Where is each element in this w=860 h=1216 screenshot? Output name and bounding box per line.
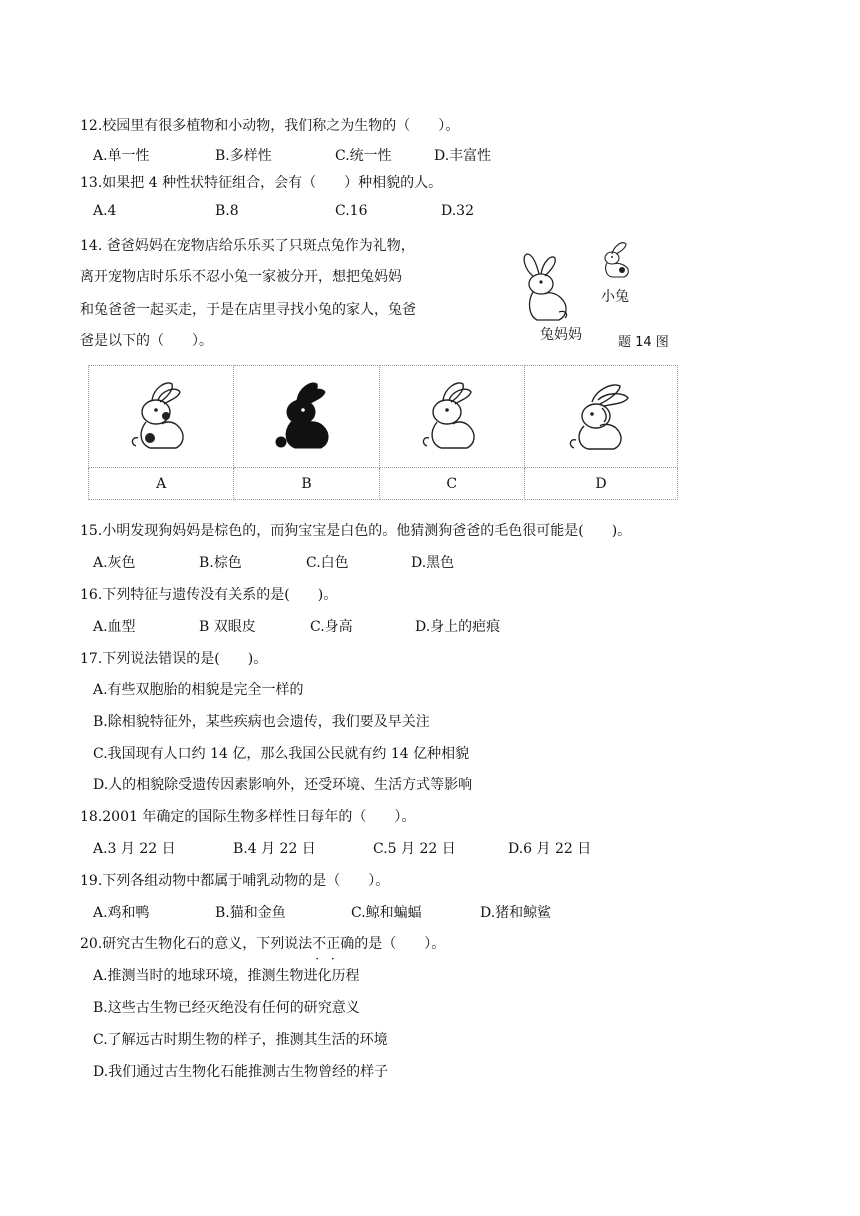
rabbit-choices-table	[88, 365, 678, 500]
q19-option-b: B.猫和金鱼	[215, 905, 286, 921]
q20-option-b: B.这些古生物已经灭绝没有任何的研究意义	[93, 1000, 360, 1016]
question-14-line-4: 爸是以下的（ ）。	[80, 333, 213, 349]
choice-d-label: D	[524, 468, 677, 500]
q15-option-a: A.灰色	[93, 555, 136, 571]
q17-option-d: D.人的相貌除受遗传因素影响外，还受环境、生活方式等影响	[93, 777, 473, 793]
question-12-stem: 12.校园里有很多植物和小动物，我们称之为生物的（ ）。	[80, 118, 460, 134]
q16-option-d: D.身上的疤痕	[415, 619, 501, 635]
q19-option-c: C.鲸和蝙蝠	[351, 905, 422, 921]
q12-option-d: D.丰富性	[434, 148, 492, 164]
q13-option-d: D.32	[441, 203, 474, 219]
q20-stem-post: 的是（ ）。	[354, 936, 446, 952]
q18-option-c: C.5 月 22 日	[373, 841, 456, 857]
q12-option-c: C.统一性	[335, 148, 392, 164]
q19-option-a: A.鸡和鸭	[93, 905, 150, 921]
choice-b-label: B	[234, 468, 379, 500]
choice-d-image-cell	[524, 366, 677, 468]
q20-option-a: A.推测当时的地球环境，推测生物进化历程	[93, 968, 360, 984]
baby-rabbit-label: 小兔	[601, 289, 629, 305]
rabbit-b-image	[269, 378, 343, 452]
mother-rabbit-image	[515, 252, 575, 324]
q17-option-b: B.除相貌特征外，某些疾病也会遗传，我们要及早关注	[93, 714, 430, 730]
question-16-stem: 16.下列特征与遗传没有关系的是( )。	[80, 587, 338, 603]
q16-option-b: B 双眼皮	[199, 619, 256, 635]
q20-option-c: C.了解远古时期生物的样子，推测其生活的环境	[93, 1032, 388, 1048]
choice-c-image-cell	[379, 366, 524, 468]
q20-option-d: D.我们通过古生物化石能推测古生物曾经的样子	[93, 1064, 389, 1080]
choice-a-label: A	[89, 468, 234, 500]
rabbit-c-image	[415, 378, 489, 452]
q13-option-b: B.8	[215, 203, 239, 219]
question-17-stem: 17.下列说法错误的是( )。	[80, 651, 268, 667]
rabbit-d-image	[562, 378, 640, 452]
question-14-line-3: 和兔爸爸一起买走，于是在店里寻找小兔的家人，兔爸	[80, 302, 416, 318]
q16-option-a: A.血型	[93, 619, 136, 635]
q19-option-d: D.猪和鲸鲨	[480, 905, 552, 921]
baby-rabbit-image	[598, 240, 634, 280]
q18-option-d: D.6 月 22 日	[508, 841, 592, 857]
question-19-stem: 19.下列各组动物中都属于哺乳动物的是（ ）。	[80, 873, 390, 889]
q20-stem-emphasis: 不正确 · ·	[312, 936, 354, 952]
mother-rabbit-label: 兔妈妈	[540, 327, 582, 343]
rabbit-a-image	[124, 378, 198, 452]
figure-14-caption: 题 14 图	[618, 335, 669, 350]
q15-option-b: B.棕色	[199, 555, 242, 571]
q20-stem-pre: 20.研究古生物化石的意义，下列说法	[80, 936, 313, 952]
question-14-line-1: 14. 爸爸妈妈在宠物店给乐乐买了只斑点兔作为礼物，	[80, 238, 415, 254]
q15-option-c: C.白色	[306, 555, 349, 571]
question-15-stem: 15.小明发现狗妈妈是棕色的，而狗宝宝是白色的。他猜测狗爸爸的毛色很可能是( )。	[80, 523, 632, 539]
q17-option-c: C.我国现有人口约 14 亿，那么我国公民就有约 14 亿种相貌	[93, 746, 470, 762]
q16-option-c: C.身高	[310, 619, 353, 635]
q15-option-d: D.黑色	[411, 555, 455, 571]
question-18-stem: 18.2001 年确定的国际生物多样性日每年的（ ）。	[80, 809, 416, 825]
q18-option-b: B.4 月 22 日	[233, 841, 316, 857]
q13-option-c: C.16	[335, 203, 368, 219]
q12-option-b: B.多样性	[215, 148, 272, 164]
q13-option-a: A.4	[93, 203, 117, 219]
question-14-line-2: 离开宠物店时乐乐不忍小兔一家被分开，想把兔妈妈	[80, 269, 402, 285]
choice-a-image-cell	[89, 366, 234, 468]
question-20-stem	[80, 934, 445, 954]
q17-option-a: A.有些双胞胎的相貌是完全一样的	[93, 682, 304, 698]
choice-c-label: C	[379, 468, 524, 500]
question-13-stem: 13.如果把 4 种性状特征组合，会有（ ）种相貌的人。	[80, 175, 443, 191]
choice-b-image-cell	[234, 366, 379, 468]
q12-option-a: A.单一性	[93, 148, 150, 164]
q18-option-a: A.3 月 22 日	[93, 841, 176, 857]
